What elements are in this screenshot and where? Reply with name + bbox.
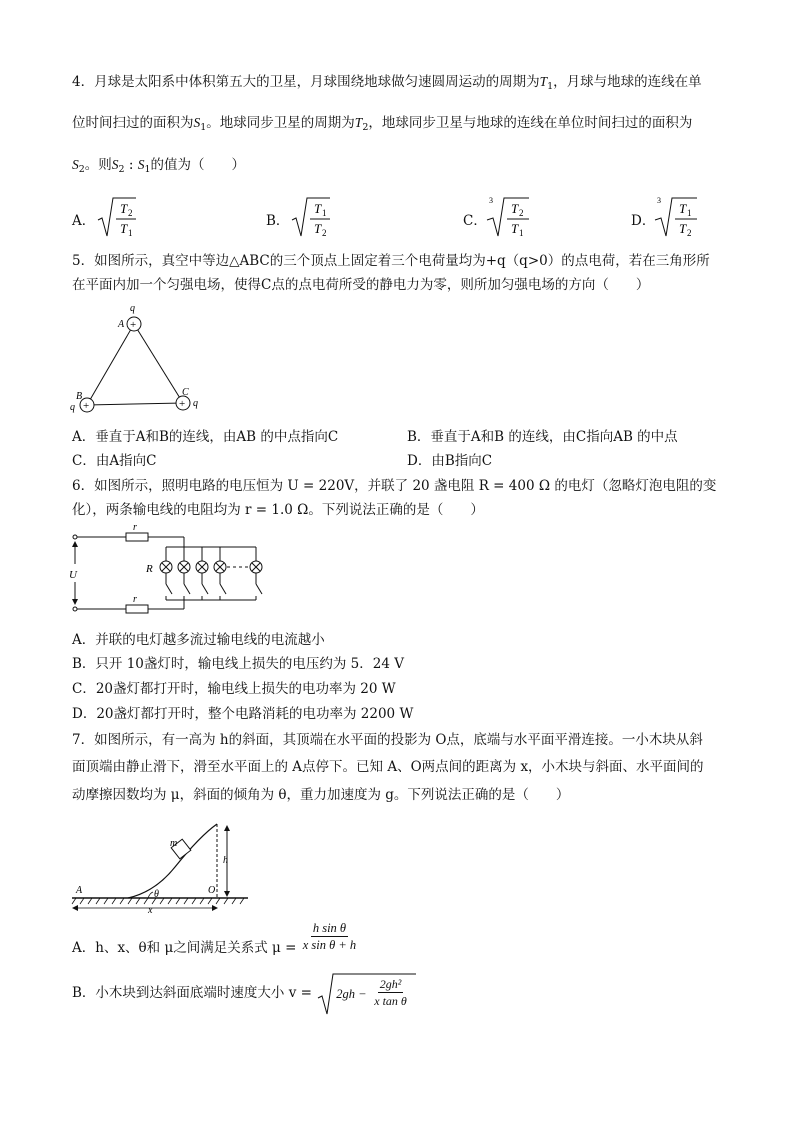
- svg-text:A: A: [118, 319, 125, 330]
- svg-text:1: 1: [687, 208, 692, 218]
- svg-text:T: T: [679, 201, 687, 216]
- q4-line1: 4．月球是太阳系中体积第五大的卫星，月球围绕地球做匀速圆周运动的周期为$T_1$，月球与地球的连线在单: [72, 74, 702, 92]
- svg-text:r: r: [133, 594, 137, 605]
- q4a-den-sub: 1: [128, 228, 133, 238]
- svg-text:T: T: [511, 221, 519, 236]
- svg-text:+: +: [83, 400, 90, 412]
- svg-text:+: +: [130, 319, 137, 331]
- lamp-2: [178, 547, 190, 600]
- svg-text:2: 2: [322, 228, 327, 238]
- q7a-fraction: $\frac{\text{h sin θ}}{\text{x sin θ + h}}$: [302, 921, 357, 952]
- q7-line2: 面顶端由静止滑下，滑至水平面上的 A点停下。已知 A、O两点间的距离为 x，小木块与斜面、水平面间的: [72, 759, 704, 775]
- svg-text:O: O: [208, 885, 216, 896]
- q4-line2: 位时间扫过的面积为$S_1$。地球同步卫星的周期为$T_2$，地球同步卫星与地球的连线在单位时间扫过的面积为: [72, 115, 693, 133]
- q7-option-a[interactable]: A．h、x、θ和 μ之间满足关系式 μ = $\frac{\text{h sin θ}}{\text{x sin θ + h}}$: [72, 921, 357, 956]
- lighting-circuit-diagram: [66, 522, 276, 617]
- svg-text:R: R: [146, 563, 153, 575]
- svg-text:+: +: [179, 398, 186, 410]
- q5-option-a[interactable]: A．垂直于A和B的连线，由AB 的中点指向C: [72, 429, 339, 445]
- radical-sign-icon: [96, 196, 136, 240]
- q4-line1-text-a: 4．月球是太阳系中体积第五大的卫星，月球围绕地球做匀速圆周运动的周期为: [72, 74, 540, 90]
- radical-sign-icon: [290, 196, 330, 240]
- svg-text:q: q: [70, 402, 75, 413]
- svg-text:U: U: [69, 569, 77, 581]
- svg-text:B: B: [76, 391, 83, 402]
- lamp-3: [196, 547, 208, 600]
- svg-text:T: T: [511, 201, 519, 216]
- q4a-num-T: T: [120, 201, 128, 216]
- lamp-n: [250, 547, 262, 600]
- q5-line1: 5．如图所示，真空中等边△ABC的三个顶点上固定着三个电荷量均为+q（q>0）的点电荷，若在三角形所: [72, 253, 710, 269]
- q5-option-b[interactable]: B．垂直于A和B 的连线，由C指向AB 的中点: [407, 429, 678, 445]
- q5-option-d[interactable]: D．由B指向C: [407, 453, 493, 469]
- svg-text:1: 1: [322, 208, 327, 218]
- svg-text:1: 1: [519, 228, 524, 238]
- q7b-fraction: $\frac{\text{2gh²}}{\text{x tan θ}}$: [374, 977, 407, 1008]
- q4a-den-T: T: [120, 221, 128, 236]
- cube-root-sign-icon: [653, 193, 697, 240]
- svg-text:2: 2: [519, 208, 524, 218]
- lamp-4: [214, 547, 226, 600]
- svg-text:T: T: [679, 221, 687, 236]
- q5-line2: 在平面内加一个匀强电场，使得C点的点电荷所受的静电力为零，则所加匀强电场的方向（ ）: [72, 277, 650, 293]
- svg-text:r: r: [133, 522, 137, 533]
- q6-line1: 6．如图所示，照明电路的电压恒为 U = 220V，并联了 20 盏电阻 R = 400 Ω 的电灯（忽略灯泡电阻的变: [72, 478, 717, 494]
- svg-text:q: q: [130, 303, 135, 314]
- svg-text:3: 3: [657, 196, 661, 205]
- svg-text:T: T: [314, 201, 322, 216]
- svg-text:2: 2: [687, 228, 692, 238]
- incline-block-diagram: [70, 822, 250, 914]
- cube-root-sign-icon: [485, 193, 529, 240]
- q6-option-c[interactable]: C．20盏灯都打开时，输电线上损失的电功率为 20 W: [72, 681, 396, 697]
- svg-text:q: q: [193, 398, 198, 409]
- q7-line3: 动摩擦因数均为 μ，斜面的倾角为 θ，重力加速度为 g。下列说法正确的是（ ）: [72, 787, 570, 803]
- q6-line2: 化），两条输电线的电阻均为 r = 1.0 Ω。下列说法正确的是（ ）: [72, 502, 484, 518]
- svg-text:T: T: [314, 221, 322, 236]
- q6-option-a[interactable]: A．并联的电灯越多流过输电线的电流越小: [72, 632, 325, 648]
- svg-text:C: C: [182, 387, 189, 398]
- triangle-charges-diagram: [68, 302, 208, 418]
- q4a-num-sub: 2: [128, 208, 133, 218]
- q4-line3: $S_2$。则$S_2$ : $S_1$的值为（ ）: [72, 157, 246, 175]
- q5-option-c[interactable]: C．由A指向C: [72, 453, 157, 469]
- q6-option-d[interactable]: D．20盏灯都打开时，整个电路消耗的电功率为 2200 W: [72, 706, 414, 722]
- q6-option-b[interactable]: B．只开 10盏灯时，输电线上损失的电压约为 5．24 V: [72, 656, 404, 672]
- q7-option-b[interactable]: B．小木块到达斜面底端时速度大小 v = 2gh − $\frac{\text{2gh²}}{\text{x tan θ}}$: [72, 972, 418, 1016]
- q4-line1-text-b: ，月球与地球的连线在单: [553, 74, 702, 90]
- svg-text:x: x: [148, 905, 153, 914]
- lamp-1: [160, 547, 172, 600]
- q7-line1: 7．如图所示，有一高为 h的斜面，其顶端在水平面的投影为 O点，底端与水平面平滑连接。一小木块从斜: [72, 732, 703, 748]
- svg-text:3: 3: [489, 196, 493, 205]
- svg-text:A: A: [76, 885, 83, 896]
- svg-text:θ: θ: [154, 889, 159, 900]
- svg-text:h: h: [223, 855, 228, 866]
- svg-text:m: m: [170, 838, 178, 849]
